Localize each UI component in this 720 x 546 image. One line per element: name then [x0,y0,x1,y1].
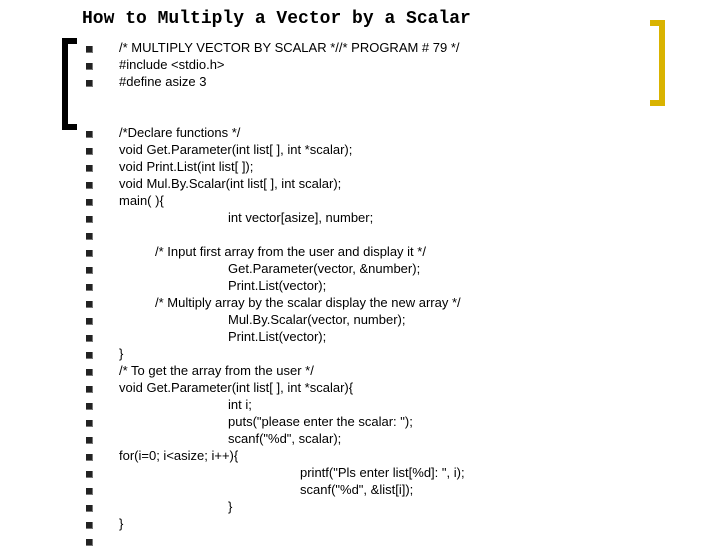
bullet-marker [86,522,93,529]
bullet-marker [86,199,93,206]
code-line: void Get.Parameter(int list[ ], int *scalar){ [119,380,354,395]
bullet-marker [86,352,93,359]
bullet-marker [86,539,93,546]
left-bracket-decoration [62,38,77,130]
code-line: Print.List(vector); [228,278,327,293]
bullet-marker [86,216,93,223]
bullet-marker [86,267,93,274]
code-line: printf("Pls enter list[%d]: ", i); [300,465,465,480]
code-line: Mul.By.Scalar(vector, number); [228,312,406,327]
bullet-marker [86,165,93,172]
code-line: /* To get the array from the user */ [119,363,314,378]
bullet-marker [86,420,93,427]
bullet-marker [86,488,93,495]
code-line: puts("please enter the scalar: "); [228,414,413,429]
code-line: void Print.List(int list[ ]); [119,159,254,174]
code-line: scanf("%d", &list[i]); [300,482,414,497]
code-line: int vector[asize], number; [228,210,374,225]
slide-title: How to Multiply a Vector by a Scalar [82,9,471,29]
code-line: Get.Parameter(vector, &number); [228,261,421,276]
bullet-marker [86,46,93,53]
bullet-marker [86,250,93,257]
bullet-marker [86,471,93,478]
bullet-marker [86,369,93,376]
bullet-marker [86,403,93,410]
bullet-marker [86,335,93,342]
code-line: for(i=0; i<asize; i++){ [119,448,239,463]
bullet-marker [86,454,93,461]
code-line: #include <stdio.h> [119,57,225,72]
code-line: scanf("%d", scalar); [228,431,342,446]
code-line: } [228,499,233,514]
code-line: } [119,516,124,531]
code-line: /* Input first array from the user and display it */ [155,244,426,259]
bullet-marker [86,182,93,189]
bullet-marker [86,80,93,87]
code-line: void Get.Parameter(int list[ ], int *scalar); [119,142,353,157]
right-bracket-decoration [650,20,665,106]
code-line: /* Multiply array by the scalar display the new array */ [155,295,461,310]
code-line: /* MULTIPLY VECTOR BY SCALAR *//* PROGRAM # 79 */ [119,40,460,55]
code-line: /*Declare functions */ [119,125,241,140]
code-line: #define asize 3 [119,74,207,89]
bullet-marker [86,284,93,291]
code-line: int i; [228,397,252,412]
bullet-marker [86,437,93,444]
bullet-marker [86,386,93,393]
bullet-marker [86,301,93,308]
bullet-marker [86,148,93,155]
bullet-marker [86,131,93,138]
bullet-marker [86,233,93,240]
code-line: void Mul.By.Scalar(int list[ ], int scalar); [119,176,342,191]
code-line: main( ){ [119,193,164,208]
code-line: } [119,346,124,361]
bullet-marker [86,63,93,70]
bullet-marker [86,505,93,512]
bullet-marker [86,318,93,325]
code-line: Print.List(vector); [228,329,327,344]
